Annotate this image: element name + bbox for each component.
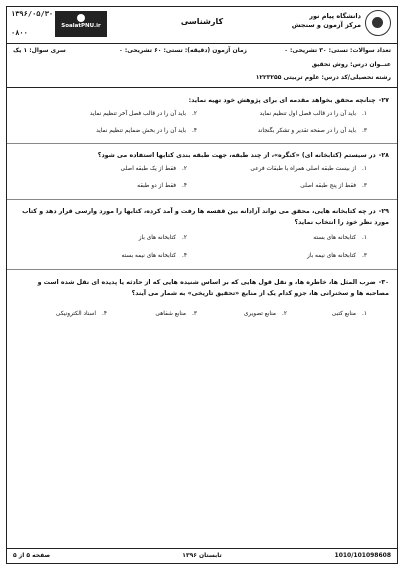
site-name: SoalatPNU.ir (61, 23, 101, 29)
option[interactable]: ۱.کتابخانه های بسته (313, 235, 367, 241)
question-number: ۲۷- (378, 97, 389, 104)
option[interactable]: ۲.منابع تصویری (243, 311, 287, 317)
option[interactable]: ۳.فقط از پنج طبقه اصلی (300, 183, 367, 189)
question-28 (15, 150, 389, 161)
question-divider (7, 199, 397, 200)
site-logo (55, 11, 107, 37)
question-29 (15, 206, 389, 228)
question-text: در چه کتابخانه هایی، محقق می تواند آزادانه بین قفسه ها رفت و آمد کرده، کتابها را مورد وارسی قرار دهد و کتاب مورد نظر خود را انتخاب نماید؟ (22, 208, 389, 226)
site-logo-icon (77, 14, 85, 22)
page-number: صفحه ۵ از ۵ (13, 552, 51, 559)
option[interactable]: ۴.اسناد الکترونیکی (55, 311, 107, 317)
exam-footer (7, 548, 397, 563)
option[interactable]: ۴.باید آن را در بخش ضمایم تنظیم نماید (96, 128, 197, 134)
question-text: در سیستم (کتابخانه ای) «کنگره»، از چند طبقه، جهت طبقه بندی کتابها استفاده می شود؟ (97, 152, 376, 159)
question-series: سری سوال: ۱ یک (13, 47, 66, 54)
question-count: تعداد سوالات: تستی: ۳۰ تشریحی: ۰ (284, 47, 391, 54)
option[interactable]: ۱.منابع کتبی (331, 311, 367, 317)
option[interactable]: ۲.باید آن را در قالب فصل آخر تنظیم نماید (89, 111, 197, 117)
question-30 (15, 277, 389, 299)
header-divider (7, 87, 397, 88)
university-name: دانشگاه پیام نور مرکز آزمون و سنجش (291, 12, 361, 29)
exam-date: ۱۳۹۶/۰۵/۳۰ (11, 10, 54, 18)
option[interactable]: ۳.منابع شفاهی (155, 311, 197, 317)
option[interactable]: ۴.فقط از دو طبقه (137, 183, 187, 189)
field-code: رشته تحصیلی/کد درس: علوم تربیتی ۱۲۲۳۲۵۵ (255, 74, 391, 81)
question-number: ۳۰- (378, 279, 389, 286)
barcode-number: 1010/101098608 (334, 552, 391, 559)
option[interactable]: ۳.باید آن را در صفحه تقدیر و تشکر بگنجاند (257, 128, 367, 134)
question-27 (15, 95, 389, 106)
question-divider (7, 143, 397, 144)
option[interactable]: ۲.فقط از یک طبقه اصلی (120, 166, 187, 172)
question-text: ضرب المثل ها، خاطره ها، و نقل قول هایی که بر اساس شنیده هایی که از حادثه یا پدیده ای نقل شده است و مصاحبه ها و سخنرانی ها، جزو کدام یک از منابع «تحقیق تاریخی» به شمار می آیند؟ (37, 279, 389, 297)
exam-header (7, 7, 397, 44)
question-number: ۲۹- (378, 208, 389, 215)
question-text: چنانچه محقق بخواهد مقدمه ای برای پژوهش خود تهیه نماید: (188, 97, 376, 104)
course-title: عنــوان درس: روش تحقیق (311, 61, 391, 68)
exam-code: ۰۸۰۰ (11, 29, 28, 37)
option[interactable]: ۱.از بیست طبقه اصلی همراه با طبقات فرعی (250, 166, 367, 172)
option[interactable]: ۳.کتابخانه های نیمه باز (307, 253, 367, 259)
degree-level: کارشناسی (180, 17, 224, 26)
option[interactable]: ۱.باید آن را در قالب فصل اول تنظیم نماید (259, 111, 367, 117)
question-number: ۲۸- (378, 152, 389, 159)
exam-time: زمان آزمون (دقیقه): تستی: ۶۰ تشریحی: ۰ (119, 47, 247, 54)
question-divider (7, 269, 397, 270)
option[interactable]: ۴.کتابخانه های نیمه بسته (121, 253, 187, 259)
semester: تابستان ۱۳۹۶ (182, 552, 222, 559)
exam-page (6, 6, 398, 564)
option[interactable]: ۲.کتابخانه های باز (138, 235, 187, 241)
